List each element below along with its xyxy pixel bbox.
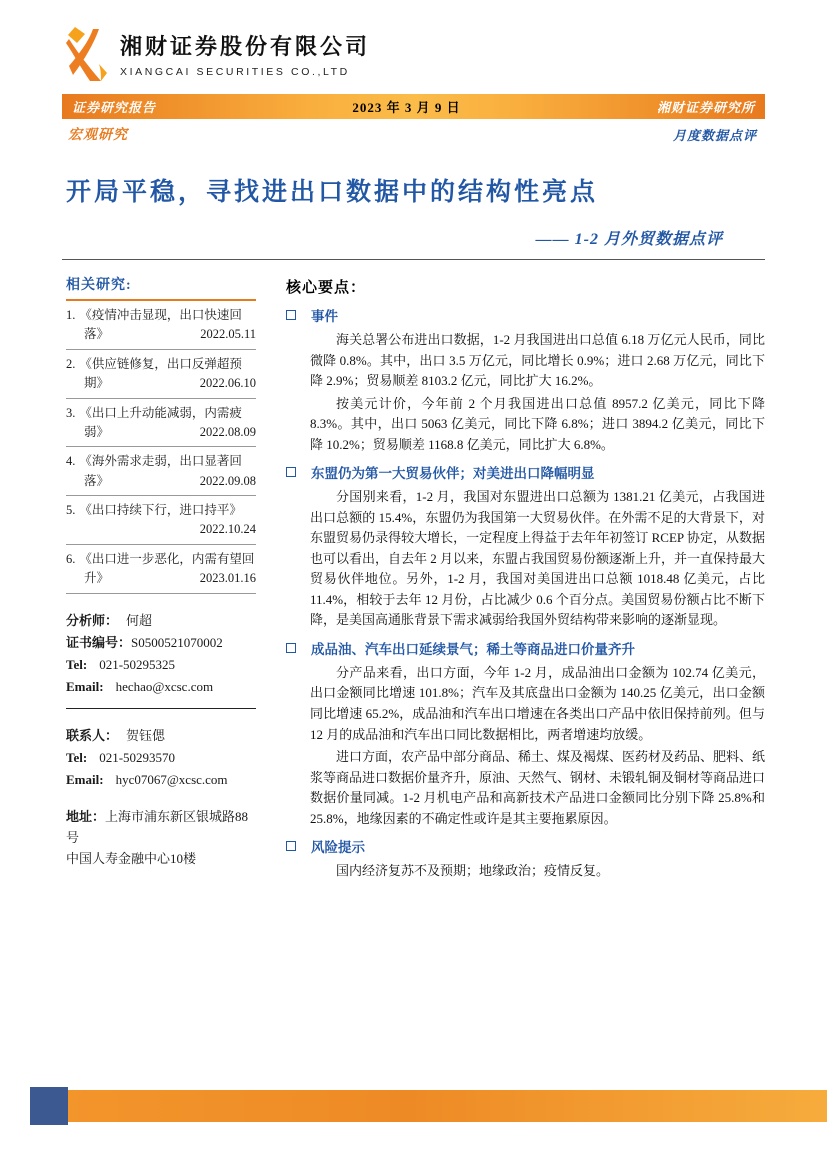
section-risk (286, 836, 765, 882)
company-name-cn: 湘财证券股份有限公司 (120, 34, 371, 59)
address-text: 上海市浦东新区银城路88号 (66, 809, 249, 845)
analyst-block (66, 610, 256, 698)
email-label: Email: (66, 678, 104, 694)
body-paragraph: 分产品来看，出口方面，今年 1-2 月，成品油出口金额为 102.74 亿美元，出口金额同比增速 101.8%；汽车及其底盘出口金额为 140.25 亿美元，出口金额同比增速 65.2%，成品油和汽车出口增速在各类出口产品中依旧保持前列。但与 12 月的成品油和汽车出口同比数据相比，两者增速均放缓。 (310, 664, 765, 742)
letterhead (0, 0, 827, 88)
item-date: 2022.10.24 (199, 522, 256, 537)
core-points-heading: 核心要点： (286, 280, 367, 296)
header-divider (62, 259, 765, 260)
item-title: 《出口上升动能减弱，内需疲弱》 (79, 405, 242, 439)
footer-navy-square (30, 1087, 68, 1125)
related-research-item (66, 301, 256, 350)
section-heading: 事件 (311, 309, 338, 324)
section-heading: 风险提示 (311, 840, 365, 856)
company-names (120, 30, 370, 78)
main-content (286, 274, 765, 889)
contact-email-row (66, 769, 256, 791)
item-date: 2023.01.16 (199, 571, 256, 586)
related-research-item (66, 545, 256, 594)
related-research-item (66, 447, 256, 496)
related-research-heading: 相关研究: (66, 274, 256, 301)
sidebar (66, 274, 256, 870)
item-date: 2022.05.11 (200, 327, 256, 342)
report-title: 开局平稳，寻找进出口数据中的结构性亮点 (66, 179, 599, 206)
related-research-list (66, 301, 256, 594)
analyst-role-row (66, 610, 256, 632)
content-columns (66, 274, 765, 889)
section-heading: 东盟仍为第一大贸易伙伴；对美进出口降幅明显 (311, 466, 595, 482)
related-research-item (66, 496, 256, 545)
section-products (286, 638, 765, 829)
item-number: 6. (66, 551, 76, 566)
item-title: 《疫情冲击显现，出口快速回落》 (79, 308, 242, 342)
section-heading-row (286, 836, 765, 856)
body-paragraph: 国内经济复苏不及预期；地缘政治；疫情反复。 (336, 863, 610, 879)
report-banner (62, 94, 765, 119)
tel-label: Tel: (66, 656, 88, 672)
analyst-tel-row (66, 654, 256, 676)
report-date: 2023 年 3 月 9 日 (352, 100, 461, 115)
report-type-label: 证券研究报告 (72, 100, 157, 115)
item-number: 1. (66, 308, 76, 322)
section-heading-row (286, 462, 765, 482)
related-research-item (66, 350, 256, 399)
address-block (66, 807, 256, 869)
section-heading-row (286, 638, 765, 658)
contact-block (66, 725, 256, 791)
sidebar-divider (66, 708, 256, 709)
address-line (66, 807, 256, 849)
company-logo-icon (66, 26, 108, 82)
footer-decoration (0, 1087, 827, 1125)
item-title: 《出口进一步恶化，内需有望回升》 (79, 551, 255, 586)
item-number: 4. (66, 454, 76, 469)
item-title: 《供应链修复，出口反弹超预期》 (79, 356, 242, 391)
item-number: 2. (66, 356, 76, 371)
square-bullet-icon (286, 467, 296, 477)
cert-label: 证书编号： (66, 634, 132, 650)
item-date: 2022.06.10 (199, 376, 256, 391)
section-asean-trade (286, 462, 765, 631)
item-number: 5. (66, 503, 76, 517)
contact-role-label: 联系人： (66, 727, 119, 743)
email-address: hyc07067@xcsc.com (115, 772, 228, 788)
tel-label: Tel: (66, 749, 88, 765)
body-paragraph: 分国别来看，1-2 月，我国对东盟进出口总额为 1381.21 亿美元，占我国进出口总额的 15.4%，东盟仍为我国第一大贸易伙伴。在外需不足的大背景下，对东盟贸易仍录得较大增长，一定程度上得益于去年年初签订 RCEP 协定，从数据也可以看出，自去年 2 月以来，东盟占我国贸易份额逐渐上升，并一直保持最大贸易伙伴地位。另外，1-2 月，我国对美国进出口总额 1018.48 亿美元，占比 11.4%，相较于去年 12 月份，占比减少 0.6 个百分点。美国贸易份额占比不断下降，是美国高通胀背景下需求减弱给我国外贸结构带来影响的逐渐显现。 (310, 489, 766, 628)
report-kind: 月度数据点评 (672, 127, 757, 143)
section-event (286, 305, 765, 455)
research-institute-label: 湘财证券研究所 (656, 100, 755, 115)
contact-role-row (66, 725, 256, 747)
footer-orange-bar (68, 1090, 827, 1122)
cert-number: S0500521070002 (131, 634, 223, 650)
analyst-role-label: 分析师： (66, 612, 119, 628)
analyst-cert-row (66, 632, 256, 654)
item-number: 3. (66, 405, 76, 420)
tel-number: 021-50295325 (99, 656, 176, 672)
square-bullet-icon (286, 310, 296, 320)
item-date: 2022.08.09 (199, 424, 256, 439)
item-title: 《海外需求走弱，出口显著回落》 (79, 454, 242, 488)
item-title: 《出口持续下行，进口持平》 (79, 503, 242, 517)
section-heading: 成品油、汽车出口延续景气；稀土等商品进口价量齐升 (311, 641, 635, 657)
body-paragraph: 进口方面，农产品中部分商品、稀土、煤及褐煤、医药材及药品、肥料、纸浆等商品进口数据价量齐升，原油、天然气、钢材、未锻轧铜及铜材等商品进口数据价量同减。1-2 月机电产品和高新技术产品进口金额同比分别下降 25.8%和 25.8%，地缘因素的不确定性或许是其主要拖累原因。 (310, 749, 766, 826)
research-category: 宏观研究 (68, 128, 128, 143)
analyst-email-row (66, 676, 256, 698)
tel-number: 021-50293570 (99, 749, 176, 765)
square-bullet-icon (286, 643, 296, 653)
body-paragraph: 海关总署公布进出口数据，1-2 月我国进出口总值 6.18 万亿元人民币，同比微降 0.8%。其中，出口 3.5 万亿元，同比增长 0.9%；进口 2.68 万亿元，同比下降 2.9%；贸易顺差 8103.2 亿元，同比扩大 16.2%。 (310, 332, 765, 389)
address-line: 中国人寿金融中心10楼 (66, 850, 197, 866)
body-paragraph: 按美元计价，今年前 2 个月我国进出口总值 8957.2 亿美元，同比下降 8.3%。其中，出口 5063 亿美元，同比下降 6.8%；进口 3894.2 亿美元，同比下降 10.2%；贸易顺差 1168.8 亿美元，同比扩大 6.8%。 (310, 395, 765, 452)
address-label: 地址： (66, 809, 106, 825)
email-address: hechao@xcsc.com (115, 678, 214, 694)
item-date: 2022.09.08 (199, 473, 256, 488)
contact-name: 贺钰偲 (126, 727, 166, 743)
section-heading-row (286, 305, 765, 325)
contact-tel-row (66, 747, 256, 769)
email-label: Email: (66, 772, 104, 788)
report-subtitle: —— 1-2 月外贸数据点评 (535, 231, 723, 248)
analyst-name: 何超 (126, 612, 153, 628)
square-bullet-icon (286, 841, 296, 851)
company-name-en: XIANGCAI SECURITIES CO.,LTD (120, 66, 350, 78)
related-research-item (66, 399, 256, 448)
report-subbanner (62, 122, 765, 146)
